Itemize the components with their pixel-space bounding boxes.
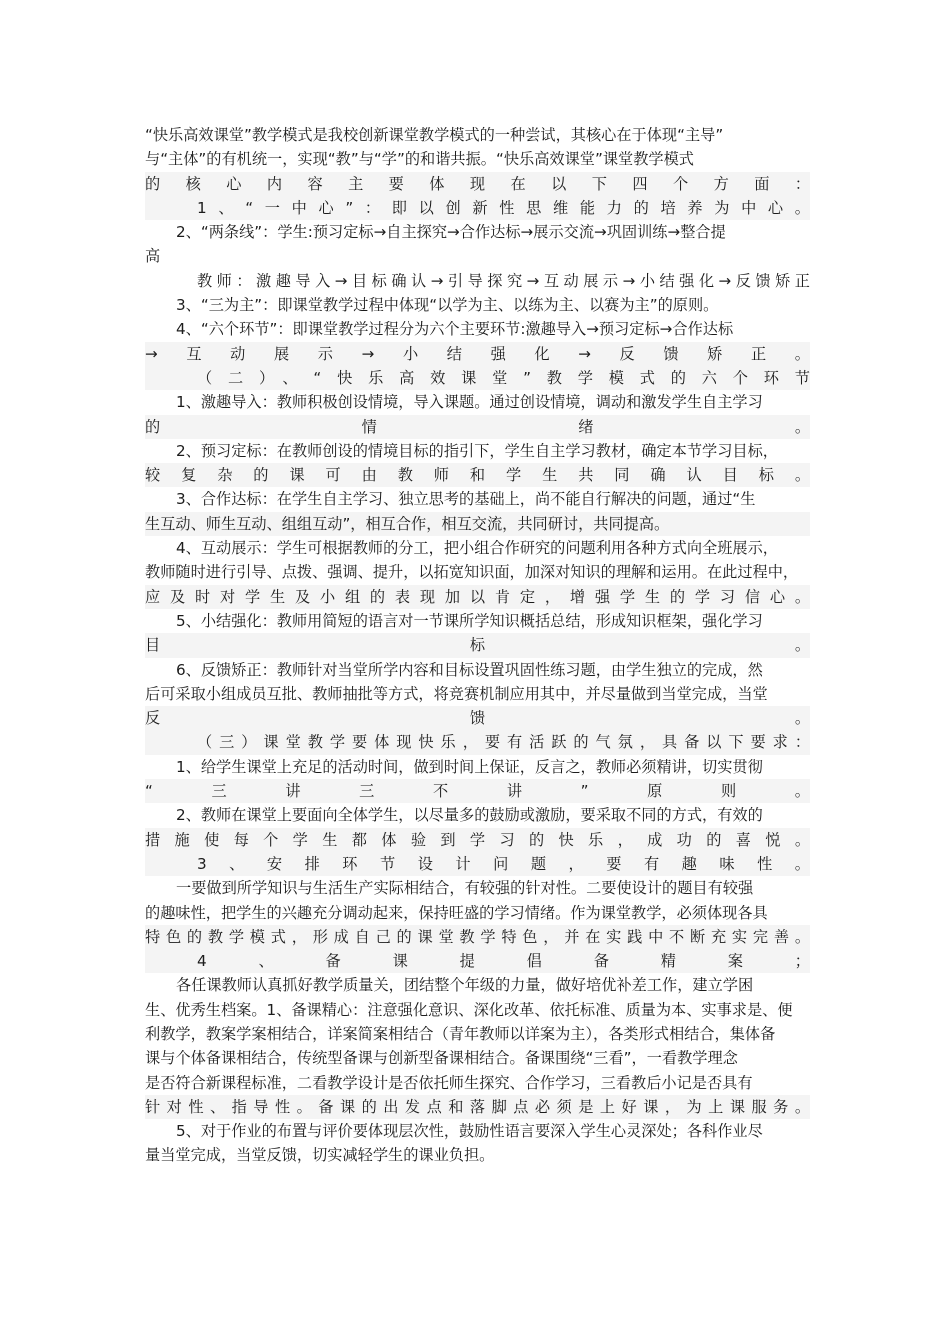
text-line: 各任课教师认真抓好教学质量关，团结整个年级的力量，做好培优补差工作，建立学困 (176, 976, 754, 995)
text-line: 应及时对学生及小组的表现加以肯定，增强学生的学习信心。 (145, 585, 810, 609)
text-line: 高 (145, 247, 161, 266)
text-line: 6、反馈矫正：教师针对当堂所学内容和目标设置巩固性练习题，由学生独立的完成，然 (176, 660, 763, 679)
text-line: 的趣味性，把学生的兴趣充分调动起来，保持旺盛的学习情绪。作为课堂教学，必须体现各具 (145, 903, 768, 922)
text-line: 课与个体备课相结合，传统型备课与创新型备课相结合。备课围绕“三看”，一看教学理念 (145, 1049, 738, 1068)
text-line: 3、合作达标：在学生自主学习、独立思考的基础上，尚不能自行解决的问题，通过“生 (176, 490, 756, 509)
text-line: 5、对于作业的布置与评价要体现层次性，鼓励性语言要深入学生心灵深处；各科作业尽 (176, 1122, 763, 1141)
text-line: 一要做到所学知识与生活生产实际相结合，有较强的针对性。二要使设计的题目有较强 (176, 879, 754, 898)
text-line: “快乐高效课堂”教学模式是我校创新课堂教学模式的一种尝试，其核心在于体现“主导” (145, 126, 724, 144)
text-line: 的核心内容主要体现在以下四个方面： (145, 172, 810, 196)
text-line: 量当堂完成，当堂反馈，切实减轻学生的课业负担。 (145, 1146, 495, 1165)
text-line: →互动展示→小结强化→反馈矫正。 (145, 342, 810, 366)
text-line: 特色的教学模式，形成自己的课堂教学特色，并在实践中不断充实完善。 (145, 925, 810, 949)
text-line: 利教学，教案学案相结合，详案简案相结合（青年教师以详案为主），各类形式相结合，集体备 (145, 1024, 776, 1043)
text-line: “三讲三不讲”原则。 (145, 779, 810, 803)
text-line: 4、互动展示：学生可根据教师的分工，把小组合作研究的问题利用各种方式向全班展示， (176, 539, 778, 558)
text-line: 2、“两条线”：学生:预习定标→自主探究→合作达标→展示交流→巩固训练→整合提 (176, 223, 726, 242)
text-line: 针对性、指导性。备课的出发点和落脚点必须是上好课，为上课服务。 (145, 1095, 810, 1119)
text-line: 较复杂的课可由教师和学生共同确认目标。 (145, 463, 810, 487)
text-line: 措施使每个学生都体验到学习的快乐，成功的喜悦。 (145, 828, 810, 852)
text-line: 1、“一中心”：即以创新性思维能力的培养为中心。 (145, 196, 810, 220)
text-line: 4、“六个环节”：即课堂教学过程分为六个主要环节:激趣导入→预习定标→合作达标 (176, 320, 734, 339)
text-line: 的情绪。 (145, 415, 810, 439)
text-line: 4、备课提倡备精案； (145, 949, 810, 973)
text-line: 后可采取小组成员互批、教师抽批等方式，将竞赛机制应用其中，并尽量做到当堂完成，当堂 (145, 684, 768, 703)
text-line: （三）课堂教学要体现快乐，要有活跃的气氛，具备以下要求： (145, 730, 810, 754)
text-line: 生、优秀生档案。1、备课精心：注意强化意识、深化改革、依托标准、质量为本、实事求是、便 (145, 1000, 793, 1019)
text-line: 教师：激趣导入→目标确认→引导探究→互动展示→小结强化→反馈矫正 (197, 271, 810, 290)
text-line: 1、激趣导入：教师积极创设情境，导入课题。通过创设情境，调动和激发学生自主学习 (176, 393, 763, 412)
text-line: 是否符合新课程标准，二看教学设计是否依托师生探究、合作学习，三看教后小记是否具有 (145, 1073, 753, 1092)
text-line: 教师随时进行引导、点拨、强调、提升，以拓宽知识面，加深对知识的理解和运用。在此过程中， (145, 563, 799, 582)
text-line: 1、给学生课堂上充足的活动时间，做到时间上保证，反言之，教师必须精讲，切实贯彻 (176, 757, 763, 776)
text-line: 反馈。 (145, 706, 810, 730)
text-line: 2、教师在课堂上要面向全体学生，以尽量多的鼓励或激励，要采取不同的方式，有效的 (176, 806, 763, 825)
text-line: 2、预习定标：在教师创设的情境目标的指引下，学生自主学习教材，确定本节学习目标， (176, 441, 778, 460)
document-body (145, 123, 810, 1168)
text-line: 5、小结强化：教师用简短的语言对一节课所学知识概括总结，形成知识框架，强化学习 (176, 611, 763, 630)
text-line: 3、安排环节设计问题，要有趣味性。 (145, 852, 810, 876)
text-line: 生互动、师生互动、组组互动”，相互合作，相互交流，共同研讨，共同提高。 (145, 512, 810, 536)
text-line: 3、“三为主”：即课堂教学过程中体现“以学为主、以练为主、以赛为主”的原则。 (176, 296, 719, 315)
text-line: 与“主体”的有机统一，实现“教”与“学”的和谐共振。“快乐高效课堂”课堂教学模式 (145, 150, 694, 169)
text-line: （二）、“快乐高效课堂”教学模式的六个环节 (145, 366, 810, 390)
text-line: 目标。 (145, 633, 810, 657)
